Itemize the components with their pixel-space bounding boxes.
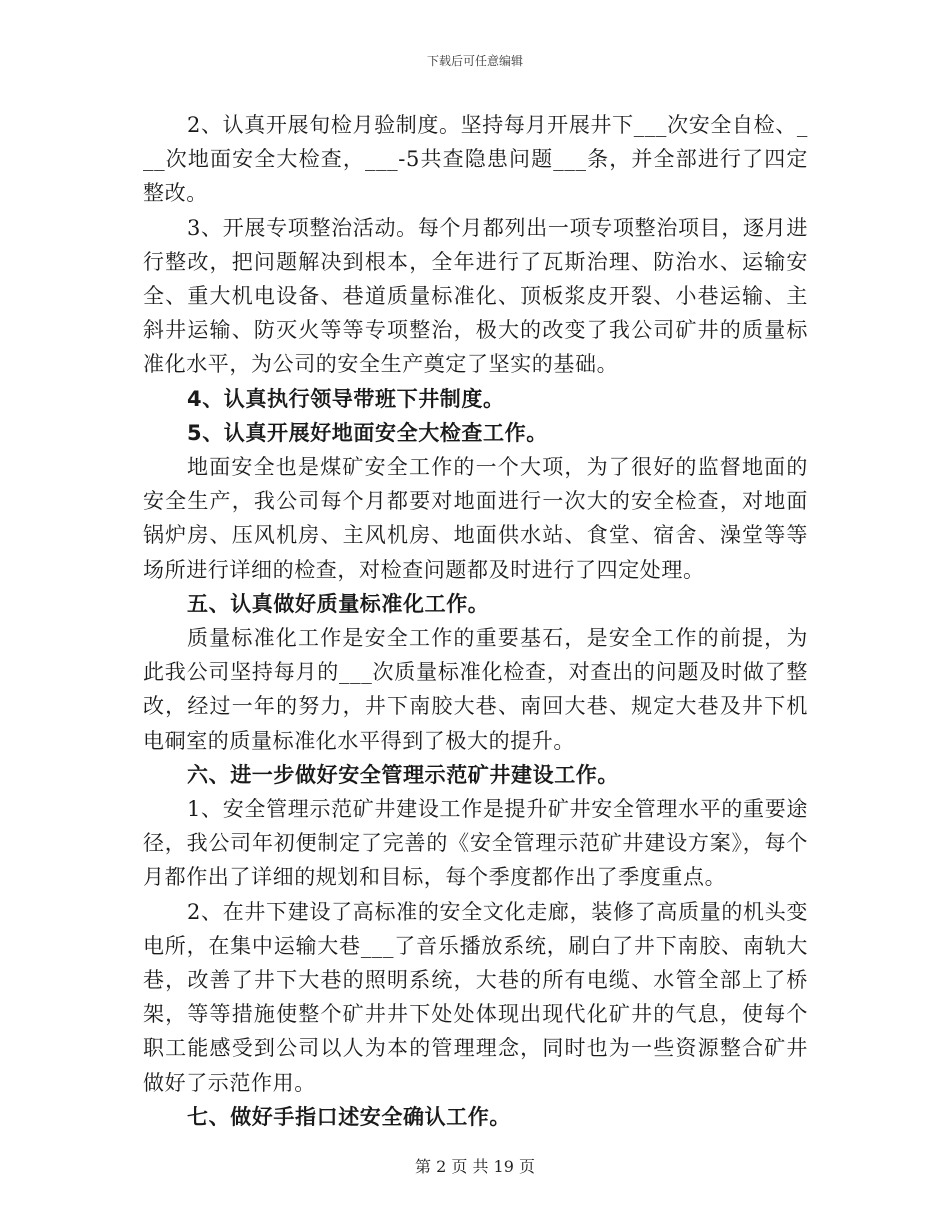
heading-demo-mine: 六、进一步做好安全管理示范矿井建设工作。	[187, 762, 619, 787]
paragraph-special-rectification: 3、开展专项整治活动。每个月都列出一项专项整治项目，逐月进行整改，把问题解决到根本，全年进行了瓦斯治理、防治水、运输安全、重大机电设备、巷道质量标准化、顶板浆皮开裂、小巷运输、主斜井运输、防灭火等等专项整治，极大的改变了我公司矿井的质量标准化水平，为公司的安全生产奠定了坚实的基础。	[143, 215, 808, 377]
heading-finger-pointing: 七、做好手指口述安全确认工作。	[187, 1104, 511, 1129]
document-body	[143, 108, 808, 1134]
paragraph-inspection-system: 2、认真开展旬检月验制度。坚持每月开展井下___次安全自检、___次地面安全大检查，___-5共查隐患问题___条，并全部进行了四定整改。	[143, 113, 808, 206]
heading-leader-shift: 4、认真执行领导带班下井制度。	[187, 386, 505, 411]
paragraph-ground-safety: 地面安全也是煤矿安全工作的一个大项，为了很好的监督地面的安全生产，我公司每个月都要对地面进行一次大的安全检查，对地面锅炉房、压风机房、主风机房、地面供水站、食堂、宿舍、澡堂等等场所进行详细的检查，对检查问题都及时进行了四定处理。	[143, 455, 808, 582]
heading-ground-inspection: 5、认真开展好地面安全大检查工作。	[187, 420, 548, 445]
paragraph-quality-standard: 质量标准化工作是安全工作的重要基石，是安全工作的前提，为此我公司坚持每月的___次质量标准化检查，对查出的问题及时做了整改，经过一年的努力，井下南胶大巷、南回大巷、规定大巷及井下机电硐室的质量标准化水平得到了极大的提升。	[143, 626, 808, 753]
paragraph-safety-culture: 2、在井下建设了高标准的安全文化走廊，装修了高质量的机头变电所，在集中运输大巷___了音乐播放系统，刷白了井下南胶、南轨大巷，改善了井下大巷的照明系统，大巷的所有电缆、水管全部上了桥架，等等措施使整个矿井井下处处体现出现代化矿井的气息，使每个职工能感受到公司以人为本的管理理念，同时也为一些资源整合矿井做好了示范作用。	[143, 899, 808, 1095]
page-number: 第 2 页 共 19 页	[415, 1157, 535, 1176]
page-header-note: 下载后可任意编辑	[426, 54, 523, 68]
heading-quality-standard: 五、认真做好质量标准化工作。	[187, 591, 490, 616]
paragraph-demo-mine-plan: 1、安全管理示范矿井建设工作是提升矿井安全管理水平的重要途径，我公司年初便制定了完善的《安全管理示范矿井建设方案》，每个月都作出了详细的规划和目标，每个季度都作出了季度重点。	[143, 797, 808, 890]
